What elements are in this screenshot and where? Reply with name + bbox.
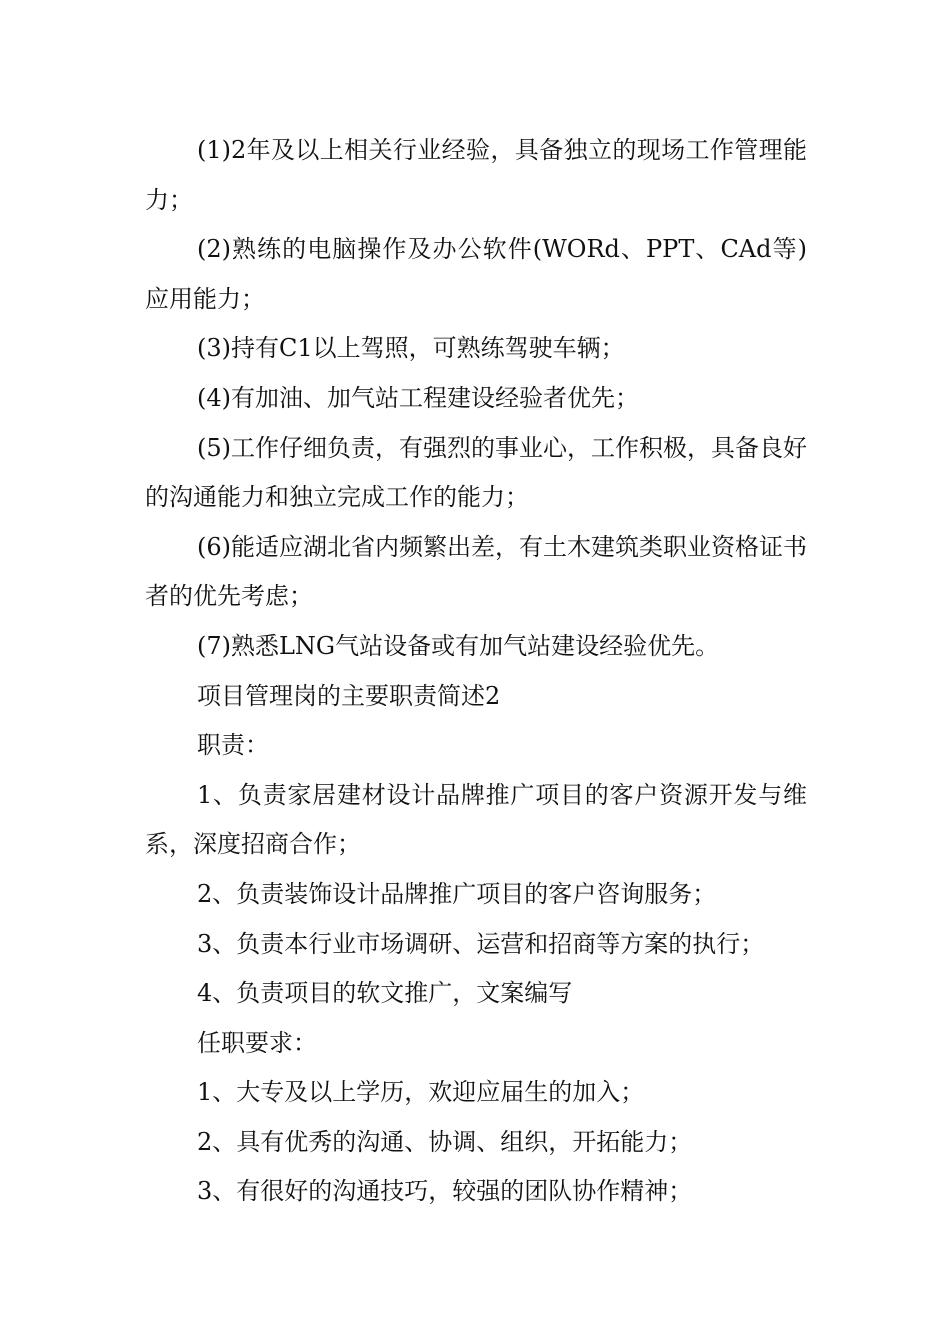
duty-1: 1、负责家居建材设计品牌推广项目的客户资源开发与维系，深度招商合作； — [145, 780, 807, 859]
requirement-4: (4)有加油、加气站工程建设经验者优先； — [197, 383, 639, 412]
requirement-7: (7)熟悉LNG气站设备或有加气站建设经验优先。 — [197, 631, 720, 660]
duty-2: 2、负责装饰设计品牌推广项目的客户咨询服务； — [197, 879, 717, 908]
qualification-1: 1、大专及以上学历，欢迎应届生的加入； — [197, 1078, 645, 1107]
requirement-1: (1)2年及以上相关行业经验，具备独立的现场工作管理能力； — [145, 136, 807, 214]
document-body — [145, 126, 807, 1217]
duties-label: 职责： — [197, 731, 269, 760]
requirement-6: (6)能适应湖北省内频繁出差，有土木建筑类职业资格证书者的优先考虑； — [145, 532, 807, 611]
requirement-5: (5)工作仔细负责，有强烈的事业心，工作积极，具备良好的沟通能力和独立完成工作的能力； — [145, 433, 807, 512]
requirement-3: (3)持有C1以上驾照，可熟练驾驶车辆； — [197, 334, 625, 363]
requirement-2: (2)熟练的电脑操作及办公软件(WORd、PPT、CAd等)应用能力； — [145, 235, 807, 313]
qualifications-label: 任职要求： — [197, 1028, 317, 1057]
duty-4: 4、负责项目的软文推广，文案编写 — [197, 979, 573, 1008]
qualification-3: 3、有很好的沟通技巧，较强的团队协作精神； — [197, 1177, 693, 1206]
duty-3: 3、负责本行业市场调研、运营和招商等方案的执行； — [197, 929, 765, 958]
section-heading: 项目管理岗的主要职责简述2 — [197, 681, 501, 710]
qualification-2: 2、具有优秀的沟通、协调、组织，开拓能力； — [197, 1127, 693, 1156]
